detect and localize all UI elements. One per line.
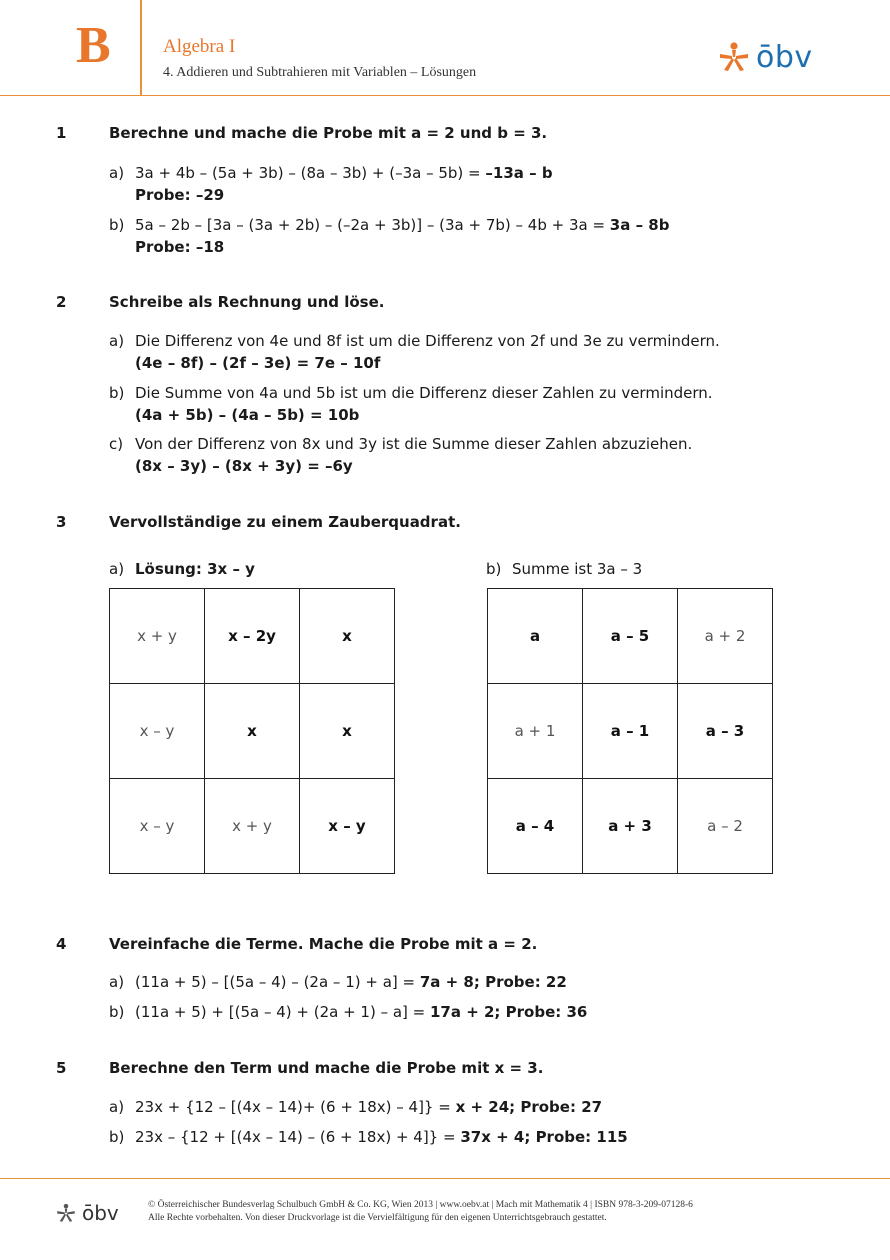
item-label: a) <box>109 332 125 350</box>
result: (8x – 3y) – (8x + 3y) = –6y <box>135 457 353 475</box>
item-label: a) <box>109 973 125 991</box>
cell: x – 2y <box>205 589 300 684</box>
caption: Summe ist 3a – 3 <box>512 560 643 578</box>
result: –13a – b <box>485 164 553 182</box>
cell: a – 1 <box>583 684 678 779</box>
task-1a <box>109 164 553 182</box>
cell: x + y <box>110 589 205 684</box>
page-title: Algebra I <box>163 36 236 57</box>
expression: (11a + 5) + [(5a – 4) + (2a + 1) – a] = <box>135 1003 430 1021</box>
page-header <box>0 0 890 96</box>
cell: a – 4 <box>488 779 583 874</box>
cell: a – 5 <box>583 589 678 684</box>
task-number: 5 <box>56 1059 67 1077</box>
obv-star-icon <box>718 41 750 73</box>
footer-copyright <box>148 1199 693 1225</box>
logo-text: ōbv <box>756 39 813 75</box>
task-1b <box>109 216 669 234</box>
result: (4e – 8f) – (2f – 3e) = 7e – 10f <box>135 354 381 372</box>
cell: x – y <box>110 779 205 874</box>
rights-line: Alle Rechte vorbehalten. Von dieser Druckvorlage ist die Vervielfältigung für den eigenen Unterrichtsgebrauch gestattet. <box>148 1213 607 1223</box>
statement: Die Differenz von 4e und 8f ist um die Differenz von 2f und 3e zu vermindern. <box>135 332 720 350</box>
result: 7a + 8; Probe: 22 <box>419 973 567 991</box>
expression: (11a + 5) – [(5a – 4) – (2a – 1) + a] = <box>135 973 420 991</box>
result: x + 24; Probe: 27 <box>455 1098 603 1116</box>
item-label: a) <box>109 1098 125 1116</box>
item-label: b) <box>109 1128 125 1146</box>
magic-square-b <box>487 588 773 874</box>
task-3a-caption <box>109 560 255 578</box>
cell: a + 2 <box>678 589 773 684</box>
result: 37x + 4; Probe: 115 <box>460 1128 628 1146</box>
task-4a <box>109 973 567 991</box>
probe: Probe: –18 <box>135 238 225 256</box>
item-label: b) <box>109 216 125 234</box>
cell: a – 3 <box>678 684 773 779</box>
cell: a + 3 <box>583 779 678 874</box>
item-label: b) <box>109 1003 125 1021</box>
result: 17a + 2; Probe: 36 <box>429 1003 588 1021</box>
result: 3a – 8b <box>609 216 670 234</box>
task-2c <box>109 435 692 453</box>
result: (4a + 5b) – (4a – 5b) = 10b <box>135 406 360 424</box>
expression: 23x + {12 – [(4x – 14)+ (6 + 18x) – 4]} = <box>135 1098 456 1116</box>
page-footer <box>0 1178 890 1260</box>
task-heading: Schreibe als Rechnung und löse. <box>109 293 385 311</box>
cell: x – y <box>110 684 205 779</box>
obv-star-icon <box>56 1203 76 1223</box>
task-2a <box>109 332 720 350</box>
statement: Von der Differenz von 8x und 3y ist die Summe dieser Zahlen abzuziehen. <box>135 435 693 453</box>
footer-logo <box>56 1201 119 1225</box>
task-number: 4 <box>56 935 67 953</box>
expression: 3a + 4b – (5a + 3b) – (8a – 3b) + (–3a – 5b) = <box>135 164 486 182</box>
cell: a – 2 <box>678 779 773 874</box>
task-number: 3 <box>56 513 67 531</box>
cell: x – y <box>300 779 395 874</box>
task-2b <box>109 384 713 402</box>
task-heading: Berechne den Term und mache die Probe mit x = 3. <box>109 1059 544 1077</box>
item-label: c) <box>109 435 124 453</box>
task-heading: Berechne und mache die Probe mit a = 2 und b = 3. <box>109 124 548 142</box>
task-number: 2 <box>56 293 67 311</box>
page-subtitle: 4. Addieren und Subtrahieren mit Variablen – Lösungen <box>163 65 477 80</box>
cell: x <box>205 684 300 779</box>
header-divider <box>140 0 142 95</box>
copyright-line: © Österreichischer Bundesverlag Schulbuch GmbH & Co. KG, Wien 2013 | www.oebv.at | Mach mit Mathematik 4 | ISBN 978-3-209-07128-6 <box>148 1200 693 1210</box>
expression: 5a – 2b – [3a – (3a + 2b) – (–2a + 3b)] – (3a + 7b) – 4b + 3a = <box>135 216 610 234</box>
task-heading: Vereinfache die Terme. Mache die Probe mit a = 2. <box>109 935 538 953</box>
cell: x + y <box>205 779 300 874</box>
task-heading: Vervollständige zu einem Zauberquadrat. <box>109 513 461 531</box>
caption: Lösung: 3x – y <box>135 560 255 578</box>
task-3b-caption <box>486 560 642 578</box>
chapter-letter: B <box>76 17 111 74</box>
task-5a <box>109 1098 602 1116</box>
statement: Die Summe von 4a und 5b ist um die Differenz dieser Zahlen zu vermindern. <box>135 384 713 402</box>
task-number: 1 <box>56 124 67 142</box>
item-label: b) <box>109 384 125 402</box>
cell: a <box>488 589 583 684</box>
item-label: a) <box>109 164 125 182</box>
item-label: a) <box>109 560 125 578</box>
cell: x <box>300 589 395 684</box>
cell: a + 1 <box>488 684 583 779</box>
obv-logo <box>718 40 813 74</box>
task-5b <box>109 1128 628 1146</box>
cell: x <box>300 684 395 779</box>
probe: Probe: –29 <box>135 186 225 204</box>
item-label: b) <box>486 560 502 578</box>
expression: 23x – {12 + [(4x – 14) – (6 + 18x) + 4]} = <box>135 1128 461 1146</box>
task-4b <box>109 1003 587 1021</box>
magic-square-a <box>109 588 395 874</box>
footer-logo-text: ōbv <box>82 1201 119 1225</box>
